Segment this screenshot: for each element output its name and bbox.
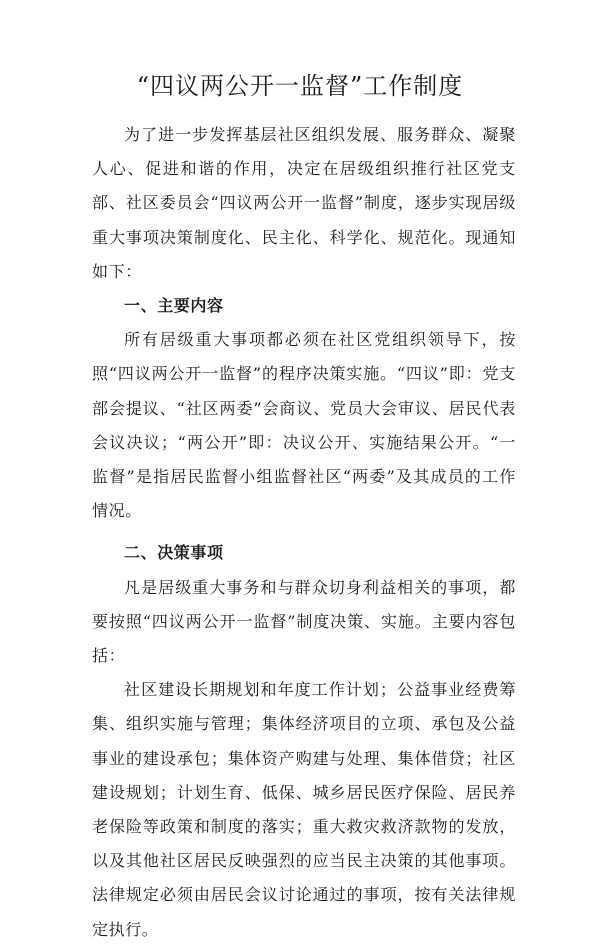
section-heading-decision-items: 二、决策事项 xyxy=(124,543,224,563)
section-heading-main-content: 一、主要内容 xyxy=(124,296,224,316)
intro-paragraph: 为了进一步发挥基层社区组织发展、服务群众、凝聚人心、促进和谐的作用，决定在居级组织推行社区党支部、社区委员会“四议两公开一监督”制度，逐步实现居级重大事项决策制度化、民主化、科学化、规范化。现通知如下： xyxy=(92,125,516,281)
document-title: “四议两公开一监督”工作制度 xyxy=(136,72,464,100)
decision-items-paragraph: 凡是居级重大事务和与群众切身利益相关的事项，都要按照“四议两公开一监督”制度决策、实施。主要内容包括： xyxy=(92,577,516,666)
section-spacer xyxy=(92,528,516,536)
decision-items-list-paragraph: 社区建设长期规划和年度工作计划；公益事业经费筹集、组织实施与管理；集体经济项目的立项、承包及公益事业的建设承包；集体资产购建与处理、集体借贷；社区建设规划；计划生育、低保、城乡居民医疗保险、居民养老保险等政策和制度的落实；重大救灾救济款物的发放，以及其他社区居民反映强烈的应当民主决策的其他事项。法律规定必须由居民会议讨论通过的事项，按有关法律规定执行。 xyxy=(92,680,516,939)
main-content-paragraph: 所有居级重大事项都必须在社区党组织领导下，按照“四议两公开一监督”的程序决策实施。“四议”即：党支部会提议、“社区两委”会商议、党员大会审议、居民代表会议决议；“两公开”即：决议公开、实施结果公开。“一监督”是指居民监督小组监督社区“两委”及其成员的工作情况。 xyxy=(92,330,516,521)
document-body xyxy=(92,118,516,947)
